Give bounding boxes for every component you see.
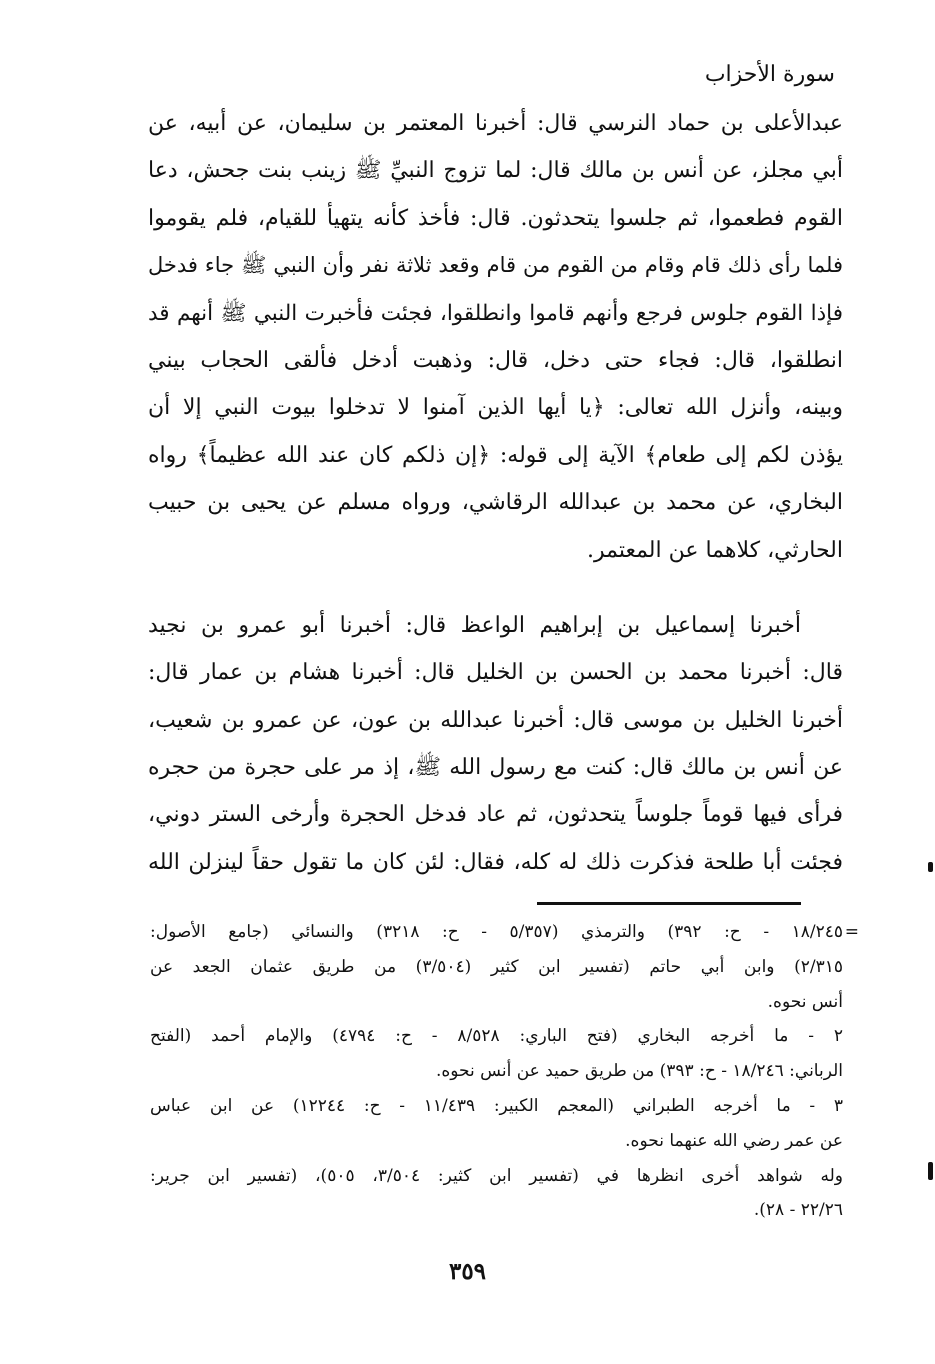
paragraph-2: [148, 602, 843, 886]
text-line: فلما رأى ذلك قام وقام من القوم من قام وقعد ثلاثة نفر وأن النبي ﷺ جاء فدخل: [148, 253, 843, 278]
running-header-surah-title: سورة الأحزاب: [704, 62, 835, 87]
footnote-continuation-mark: =: [844, 922, 859, 942]
footnote-line: ١٨/٢٤٥ - ح: ٣٩٢) والترمذي (٥/٣٥٧ - ح: ٣٢١٨) والنسائي (جامع الأصول:: [150, 922, 843, 942]
footnote-line: أنس نحوه.: [767, 991, 843, 1012]
text-line: فإذا القوم جلوس فرجع وأنهم قاموا وانطلقوا، فجئت فأخبرت النبي ﷺ أنهم قد: [148, 300, 843, 326]
text-line: يؤذن لكم إلى طعام﴾ الآية إلى قوله: ﴿إن ذلكم كان عند الله عظيماً﴾ رواه: [148, 442, 843, 468]
footnote-line: الرباني: ١٨/٢٤٦ - ح: ٣٩٣) من طريق حميد عن أنس نحوه.: [435, 1061, 843, 1082]
text-line: الحارثي، كلاهما عن المعتمر.: [586, 537, 843, 563]
footnote-line: وله شواهد أخرى انظرها في (تفسير ابن كثير: ٣/٥٠٤، ٥٠٥)، (تفسير ابن جرير:: [150, 1165, 843, 1186]
footnote-line: عن عمر رضي الله عنهما نحوه.: [625, 1130, 843, 1151]
footnotes: [150, 915, 843, 1228]
footnote-line: ٢/٣١٥) وابن أبي حاتم (تفسير ابن كثير (٣/٥٠٤) من طريق عثمان الجعد عن: [150, 956, 843, 977]
text-line: أخبرنا إسماعيل بن إبراهيم الواعظ قال: أخبرنا أبو عمرو بن نجيد: [148, 612, 801, 638]
text-line: القوم فطعموا، ثم جلسوا يتحدثون. قال: فأخذ كأنه يتهيأ للقيام، فلم يقوموا: [148, 205, 843, 231]
paragraph-1: [148, 100, 843, 574]
text-line: وبينه، وأنزل الله تعالى: ﴿يا أيها الذين آمنوا لا تدخلوا بيوت النبي إلا أن: [148, 395, 843, 421]
text-line: قال: أخبرنا محمد بن الحسن بن الخليل قال: أخبرنا هشام بن عمار قال:: [148, 660, 843, 686]
scan-edge-mark: [928, 1162, 933, 1180]
text-line: فرأى فيها قوماً جلوساً يتحدثون، ثم عاد فدخل الحجرة وأرخى الستر دوني،: [148, 802, 843, 828]
footnote-line: ٣ - ما أخرجه الطبراني (المعجم الكبير: ١١/٤٣٩ - ح: ١٢٢٤٤) عن ابن عباس: [150, 1095, 843, 1116]
text-line: فجئت أبا طلحة فذكرت ذلك له كله، فقال: لئن كان ما تقول حقاً لينزلن الله: [148, 849, 843, 875]
text-line: أبي مجلز، عن أنس بن مالك قال: لما تزوج النبيِّ ﷺ زينب بنت جحش، دعا: [148, 158, 843, 184]
text-line: البخاري، عن محمد بن عبدالله الرقاشي، ورواه مسلم عن يحيى بن حبيب: [148, 490, 843, 516]
footnote-line: ٢٢/٢٦ - ٢٨).: [753, 1200, 843, 1221]
footnote-separator: [537, 902, 801, 905]
text-line: عبدالأعلى بن حماد النرسي قال: أخبرنا المعتمر بن سليمان، عن أبيه، عن: [148, 111, 843, 136]
scan-edge-mark: [928, 862, 933, 872]
main-text: [148, 100, 843, 886]
footnote-line: ٢ - ما أخرجه البخاري (فتح الباري: ٨/٥٢٨ - ح: ٤٧٩٤) والإمام أحمد (الفتح: [150, 1026, 843, 1047]
page-number: ٣٥٩: [448, 1258, 487, 1285]
text-line: أخبرنا الخليل بن موسى قال: أخبرنا عبدالله بن عون، عن عمرو بن شعيب،: [148, 707, 843, 733]
text-line: عن أنس بن مالك قال: كنت مع رسول الله ﷺ، إذ مر على حجرة من حجره: [148, 755, 843, 781]
text-line: انطلقوا، قال: فجاء حتى دخل، قال: وذهبت أدخل فألقى الحجاب بيني: [148, 347, 843, 373]
